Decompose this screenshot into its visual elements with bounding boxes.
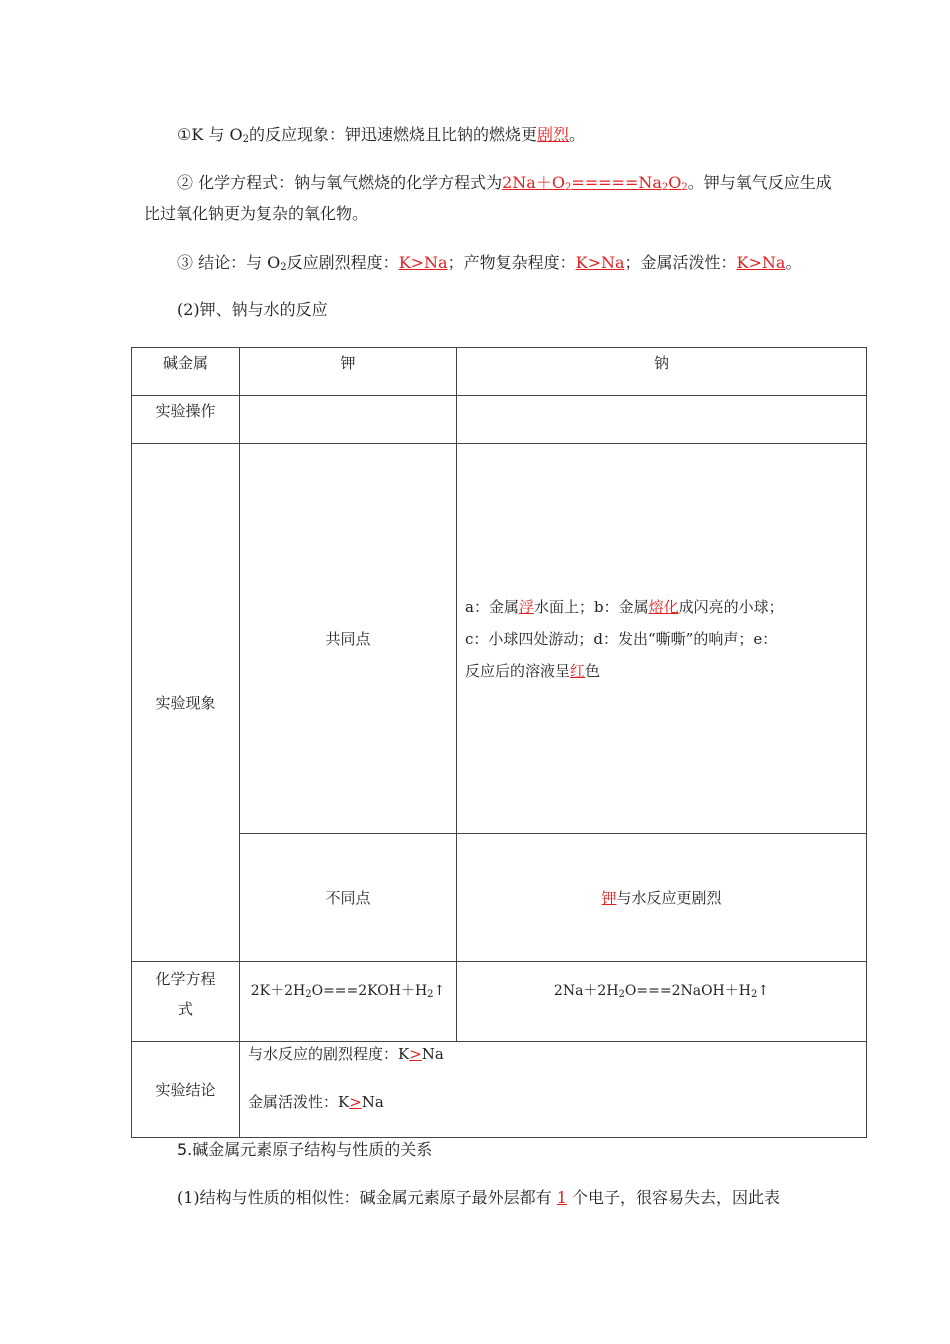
answer-blank: $2Na+O_2=====Na_2O_2$ bbox=[502, 173, 688, 193]
header-alkali-metal: 碱金属 bbox=[132, 348, 240, 396]
answer-blank: K>Na bbox=[398, 253, 448, 272]
cell-conclusion: 与水反应的剧烈程度：K>Na 金属活泼性：K>Na bbox=[240, 1042, 867, 1138]
label-differences: 不同点 bbox=[240, 834, 457, 962]
answer-blank: 熔化 bbox=[648, 597, 679, 616]
section-5-heading: 5.碱金属元素原子结构与性质的关系 bbox=[177, 1140, 433, 1159]
label-experiment-operation: 实验操作 bbox=[132, 396, 240, 444]
cell-common-text: a：金属浮水面上；b：金属熔化成闪亮的小球； c：小球四处游动；d：发出“嘶嘶”的响声；e： 反应后的溶液呈红色 bbox=[457, 444, 867, 834]
answer-blank: > bbox=[409, 1045, 422, 1063]
cell-na-equation: $2Na+2H_2O===2NaOH+H_2↑$ bbox=[457, 962, 867, 1042]
para-conclusion: ③ 结论：与 $O_2$反应剧烈程度：K>Na；产物复杂程度：K>Na；金属活泼性：K>Na。 bbox=[177, 253, 802, 273]
para-water-reaction-heading: (2)钾、钠与水的反应 bbox=[177, 300, 328, 319]
para-chemical-equation: ② 化学方程式：钠与氧气燃烧的化学方程式为$2Na+O_2=====Na_2O_2$。钾与氧气反应生成 bbox=[177, 173, 832, 193]
answer-blank: 浮 bbox=[518, 597, 534, 616]
header-sodium: 钠 bbox=[457, 348, 867, 396]
answer-blank: > bbox=[349, 1093, 362, 1111]
label-chemical-equation: 化学方程 式 bbox=[132, 962, 240, 1042]
answer-blank: 红 bbox=[570, 661, 586, 680]
section-5-para-1: (1)结构与性质的相似性：碱金属元素原子最外层都有 1 个电子，很容易失去，因此表 bbox=[177, 1188, 781, 1207]
para-k-o2-phenomenon: ①K 与 $O_2$的反应现象：钾迅速燃烧且比钠的燃烧更剧烈。 bbox=[177, 125, 586, 145]
cell-k-operation bbox=[240, 396, 457, 444]
answer-blank: K>Na bbox=[575, 253, 625, 272]
para-chemical-equation-line2: 比过氧化钠更为复杂的氧化物。 bbox=[144, 204, 369, 223]
label-common-points: 共同点 bbox=[240, 444, 457, 834]
answer-blank: K>Na bbox=[736, 253, 786, 272]
answer-blank: 钾 bbox=[601, 889, 617, 907]
comparison-table bbox=[131, 347, 867, 1138]
label-experiment-conclusion: 实验结论 bbox=[132, 1042, 240, 1138]
header-potassium: 钾 bbox=[240, 348, 457, 396]
answer-blank: 剧烈 bbox=[536, 125, 569, 144]
label-experiment-phenomenon: 实验现象 bbox=[132, 444, 240, 962]
cell-differences: 钾与水反应更剧烈 bbox=[457, 834, 867, 962]
answer-blank: 1 bbox=[556, 1188, 567, 1207]
cell-na-operation bbox=[457, 396, 867, 444]
cell-k-equation: $2K+2H_2O===2KOH+H_2↑$ bbox=[240, 962, 457, 1042]
